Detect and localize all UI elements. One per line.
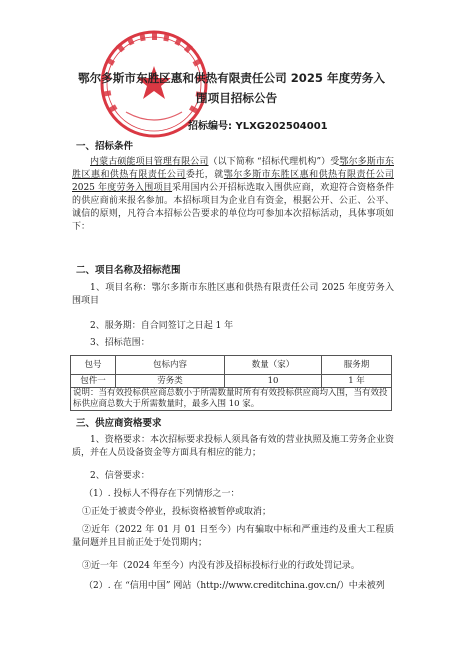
table-cell: 包件一 (71, 375, 116, 388)
client-name: 鄂尔多斯市东胜区惠和供热有限责任公司 (72, 157, 394, 181)
section-2-item-1: 1、项目名称：鄂尔多斯市东胜区惠和供热有限责任公司 2025 年度劳务入围项目 (72, 283, 394, 307)
section-2-item-2: 2、服务期：自合同签订之日起 1 年 (90, 321, 234, 331)
tender-number: 招标编号: YLXG202504001 (188, 121, 328, 132)
entrust-text: 委托，就 (185, 170, 224, 181)
section-1-paragraph (72, 156, 394, 234)
table-row (71, 375, 392, 388)
table-cell: 1 年 (322, 375, 392, 388)
bid-package-table (70, 355, 392, 411)
table-header-cell: 包标内容 (116, 356, 225, 375)
table-header-cell: 数量（家） (225, 356, 322, 375)
table-cell: 劳务类 (116, 375, 225, 388)
title-line-2: 围项目招标公告 (196, 91, 278, 105)
table-header-row (71, 356, 392, 375)
agency-alias: （以下简称 “招标代理机构”）受 (208, 157, 340, 167)
section-2-heading: 二、项目名称及招标范围 (76, 265, 181, 276)
agency-name: 内蒙古硕能项目管理有限公司 (90, 157, 209, 167)
section-3-sub-1: （1）. 投标人不得存在下列情形之一： (84, 489, 240, 499)
title-line-1: 鄂尔多斯市东胜区惠和供热有限责任公司 2025 年度劳务入 (78, 71, 385, 85)
section-3-heading: 三、供应商资格要求 (76, 418, 162, 429)
section-3-sub-2: （2）. 在 “信用中国” 网站（http://www.creditchina.gov.cn/）中未被列 (84, 581, 385, 591)
section-3-item-1: 1、资格要求：本次招标要求投标人须具备有效的营业执照及施工劳务企业资质，并在人员设备资金等方面具有相应的能力； (72, 435, 394, 459)
table-cell: 10 (225, 375, 322, 388)
section-2-item-3: 3、招标范围： (90, 338, 150, 348)
notice-title (78, 68, 408, 108)
section-3-condition-3: ③近一年（2024 年至今）内没有涉及招标投标行业的行政处罚记录。 (82, 561, 360, 571)
section-1-heading: 一、招标条件 (76, 141, 134, 152)
table-header-cell: 服务期 (322, 356, 392, 375)
table-header-cell: 包号 (71, 356, 116, 375)
table-note-row (71, 388, 392, 411)
section-3-condition-2: ②近年（2022 年 01 月 01 日至今）内有骗取中标和严重违约及重大工程质量问题并且目前正处于处罚期内； (72, 525, 394, 549)
section-3-item-2: 2、信誉要求： (90, 471, 150, 481)
section-1-rest: 采用国内公开招标选取入围供应商，欢迎符合资格条件的供应商前来报名参加。本招标项目为企业自有资金，根据公开、公正、公平、诚信的原则，凡符合本招标公告要求的单位均可参加本次招标活动，具体事项如下： (72, 183, 394, 233)
project-name: 鄂尔多斯市东胜区惠和供热有限责任公司 2025 年度劳务入围项目 (72, 170, 394, 194)
section-3-condition-1: ①正处于被责令停业，投标资格被暂停或取消； (82, 507, 272, 517)
table-note: 说明：当有效投标供应商总数小于所需数量时所有有效投标供应商均入围，当有效投标供应商总数大于所需数量时，最多入围 10 家。 (71, 388, 392, 411)
